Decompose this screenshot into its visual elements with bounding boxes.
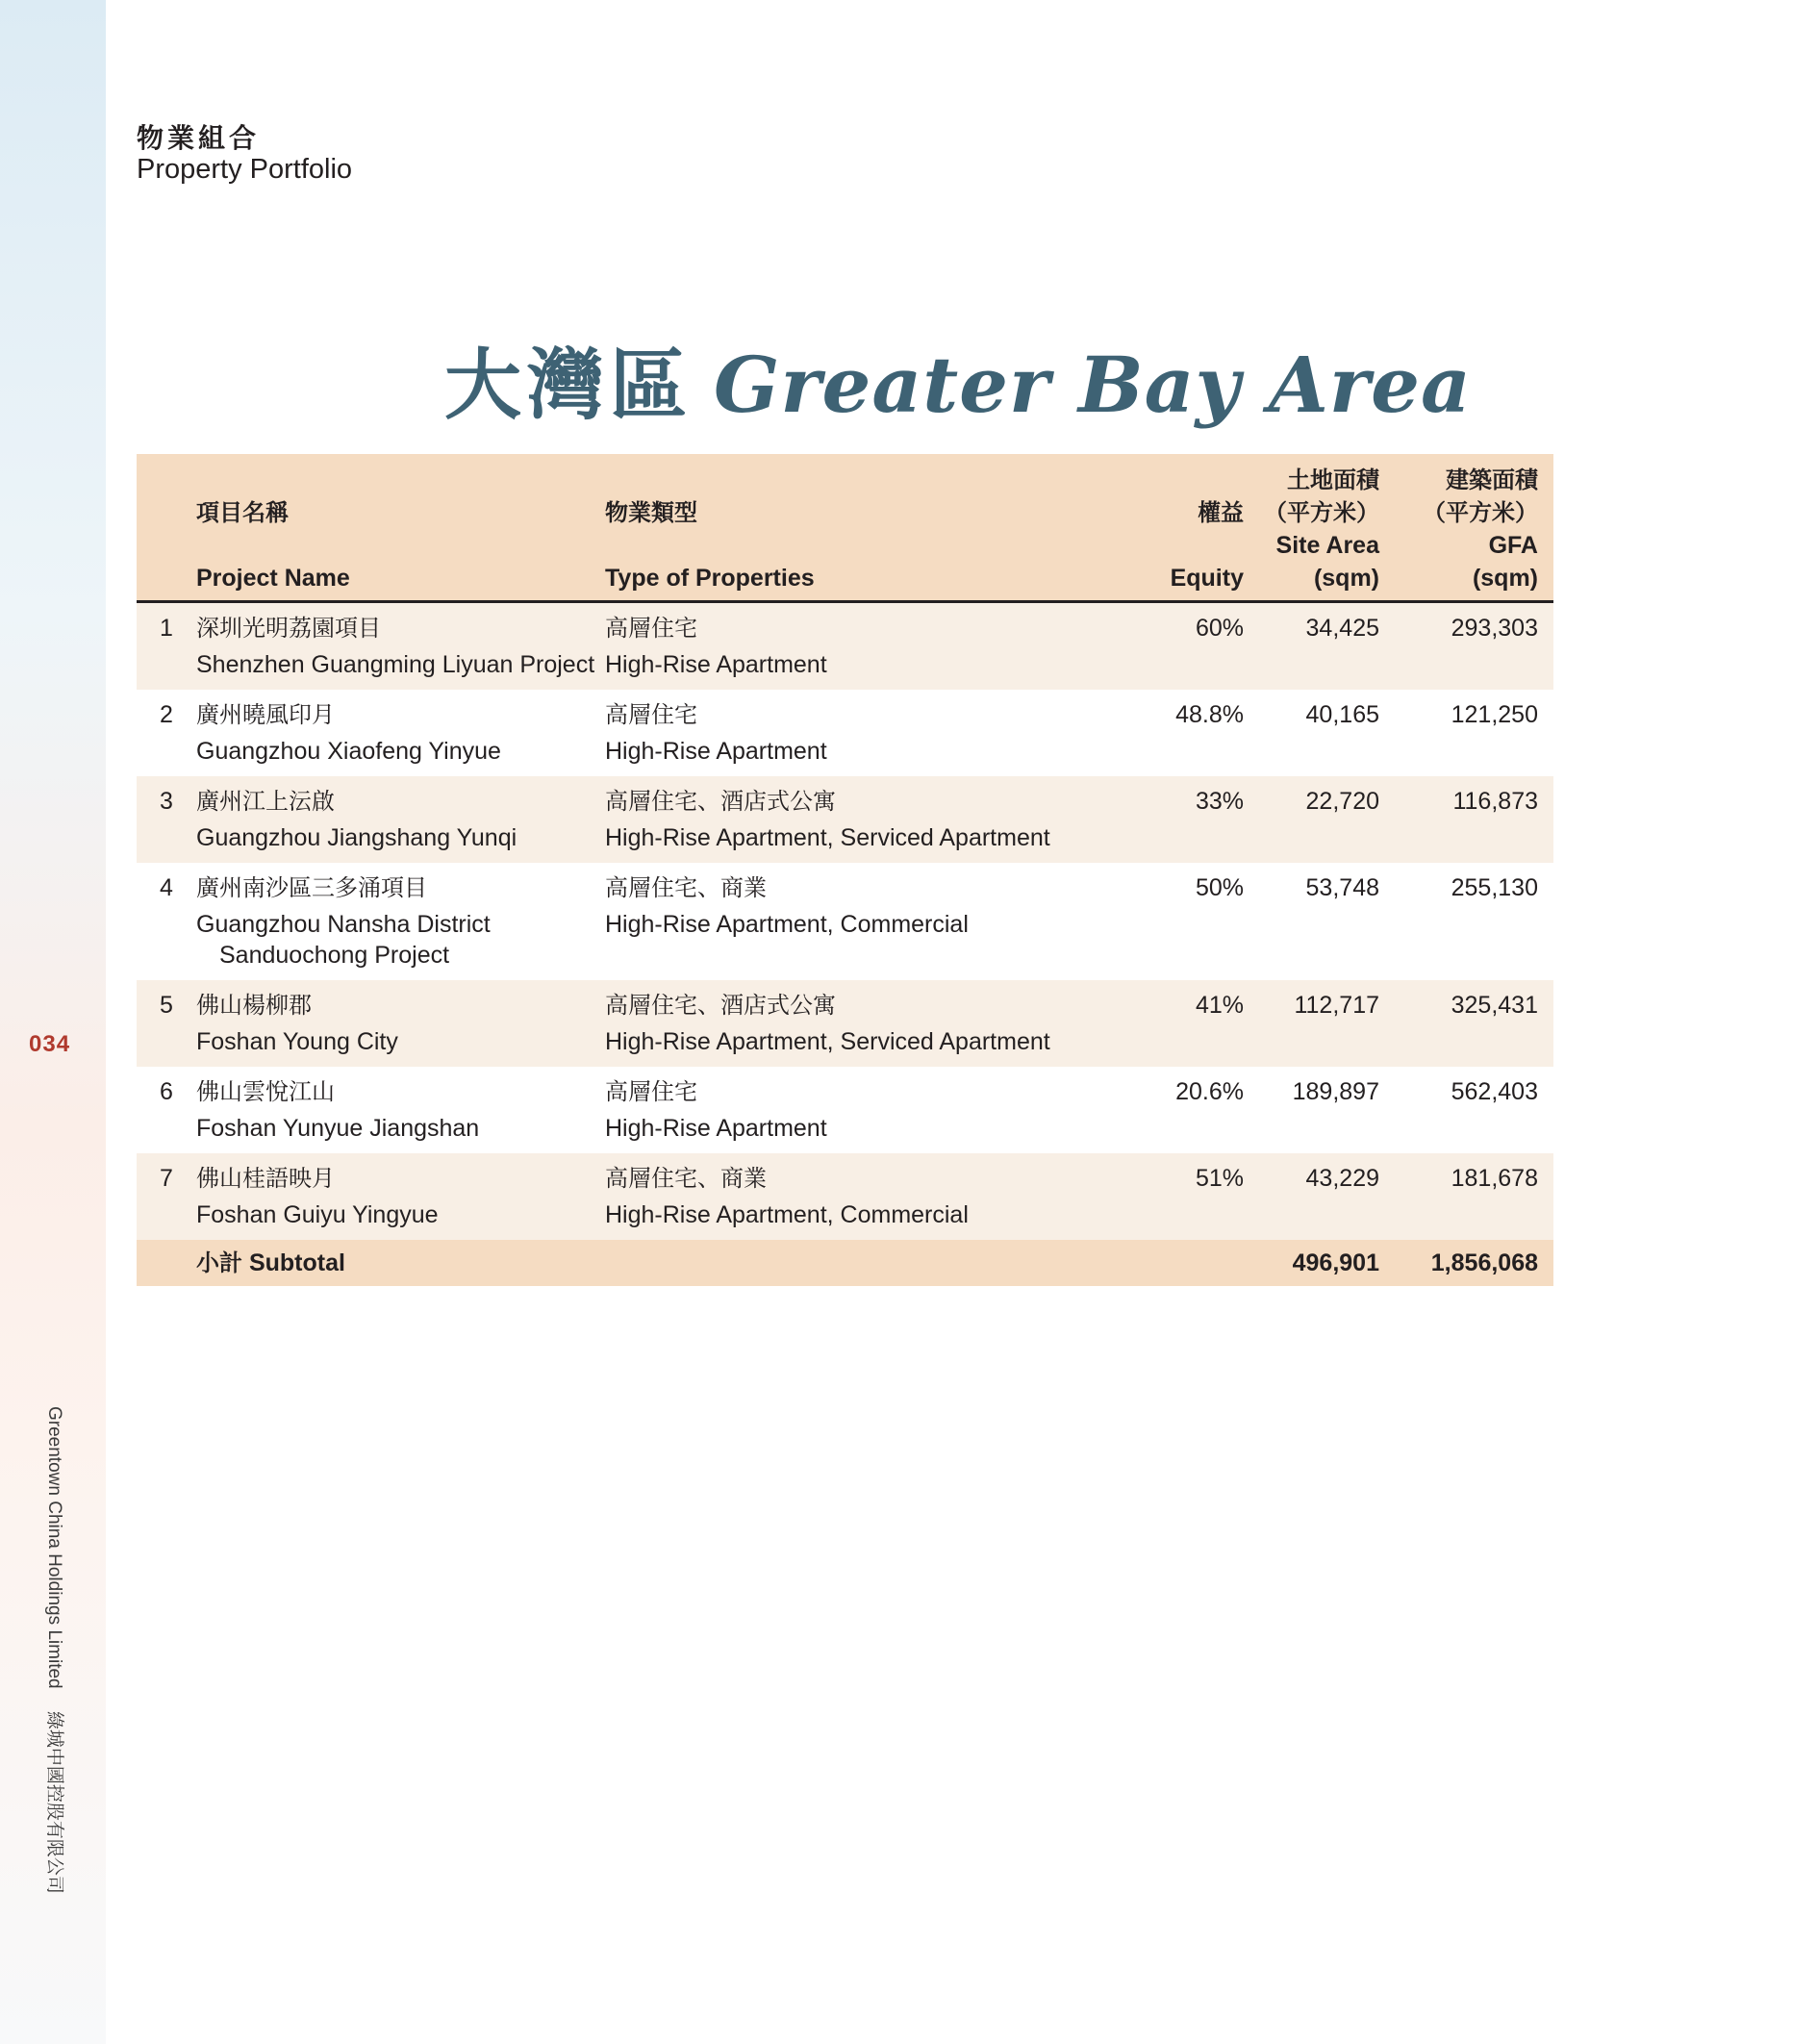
subtotal-row: [137, 1240, 1553, 1286]
type-zh: 高層住宅、商業: [605, 874, 767, 901]
gfa: 181,678: [1451, 1165, 1538, 1192]
site-area: 112,717: [1294, 992, 1379, 1019]
table-row-en: [137, 817, 1553, 863]
table-row: [137, 1153, 1553, 1194]
table-row: [137, 602, 1553, 644]
type-zh: 高層住宅: [605, 701, 697, 728]
equity: 50%: [1195, 874, 1244, 901]
row-number: 7: [160, 1165, 173, 1192]
row-number: 3: [160, 788, 173, 815]
subtotal-gfa: 1,856,068: [1430, 1249, 1538, 1276]
section-title-en: Property Portfolio: [137, 154, 353, 185]
type-zh: 高層住宅、商業: [605, 1165, 767, 1192]
table-row-en: [137, 643, 1553, 690]
equity: 48.8%: [1175, 701, 1244, 728]
type-en: High-Rise Apartment, Serviced Apartment: [605, 1028, 1050, 1055]
site-area: 40,165: [1305, 701, 1379, 728]
table-row-en: [137, 1107, 1553, 1153]
project-name-en: Guangzhou Jiangshang Yunqi: [196, 824, 517, 851]
equity: 33%: [1195, 788, 1244, 815]
table-row-en: [137, 1021, 1553, 1067]
type-en: High-Rise Apartment: [605, 738, 827, 765]
equity: 41%: [1195, 992, 1244, 1019]
gfa: 325,431: [1451, 992, 1538, 1019]
site-area: 43,229: [1305, 1165, 1379, 1192]
row-number: 4: [160, 874, 173, 901]
header-gfa: 建築面積 （平方米） GFA (sqm): [1395, 454, 1553, 602]
row-number: 2: [160, 701, 173, 728]
project-name-zh: 廣州曉風印月: [196, 701, 335, 728]
company-name-en: Greentown China Holdings Limited: [44, 1406, 64, 1689]
site-area: 53,748: [1305, 874, 1379, 901]
table-row-en: [137, 730, 1553, 776]
equity: 60%: [1195, 615, 1244, 642]
table-row: [137, 690, 1553, 730]
page-number: 034: [29, 1031, 71, 1057]
type-en: High-Rise Apartment, Commercial: [605, 911, 969, 938]
header-type: 物業類型 Type of Properties: [605, 454, 1076, 602]
header-site-area: 土地面積 （平方米） Site Area (sqm): [1259, 454, 1395, 602]
section-title-zh: 物業組合: [137, 122, 261, 154]
portfolio-table: [137, 454, 1553, 1286]
project-name-zh: 佛山雲悅江山: [196, 1078, 335, 1105]
project-name-en: Guangzhou Nansha District Sanduochong Project: [196, 911, 491, 969]
type-zh: 高層住宅、酒店式公寓: [605, 992, 836, 1019]
header-no: [137, 454, 196, 602]
gfa: 255,130: [1451, 874, 1538, 901]
company-name-zh: 綠城中國控股有限公司: [44, 1710, 65, 1894]
equity: 51%: [1195, 1165, 1244, 1192]
row-number: 1: [160, 615, 173, 642]
project-name-en: Foshan Guiyu Yingyue: [196, 1201, 439, 1228]
type-en: High-Rise Apartment, Serviced Apartment: [605, 824, 1050, 851]
subtotal-label: 小計 Subtotal: [196, 1249, 345, 1276]
equity: 20.6%: [1175, 1078, 1244, 1105]
table-row: [137, 776, 1553, 817]
site-area: 189,897: [1292, 1078, 1379, 1105]
region-title: [444, 323, 1472, 434]
table-row: [137, 980, 1553, 1021]
site-area: 22,720: [1305, 788, 1379, 815]
type-zh: 高層住宅: [605, 615, 697, 642]
table-row-en: [137, 903, 1553, 980]
project-name-zh: 佛山桂語映月: [196, 1165, 335, 1192]
project-name-en: Foshan Yunyue Jiangshan: [196, 1115, 480, 1142]
region-title-zh: 大灣區: [444, 340, 693, 430]
header-project-name: 項目名稱 Project Name: [196, 454, 605, 602]
type-zh: 高層住宅、酒店式公寓: [605, 788, 836, 815]
project-name-en: Guangzhou Xiaofeng Yinyue: [196, 738, 501, 765]
row-number: 5: [160, 992, 173, 1019]
gfa: 562,403: [1451, 1078, 1538, 1105]
project-name-zh: 廣州江上沄啟: [196, 788, 335, 815]
gfa: 293,303: [1451, 615, 1538, 642]
subtotal-site-area: 496,901: [1292, 1249, 1379, 1276]
project-name-en: Shenzhen Guangming Liyuan Project: [196, 651, 595, 678]
project-name-zh: 佛山楊柳郡: [196, 992, 312, 1019]
project-name-zh: 深圳光明荔園項目: [196, 615, 381, 642]
gfa: 121,250: [1451, 701, 1538, 728]
type-zh: 高層住宅: [605, 1078, 697, 1105]
project-name-en: Foshan Young City: [196, 1028, 398, 1055]
table-row: [137, 1067, 1553, 1107]
company-name-vertical: [43, 1406, 69, 1894]
type-en: High-Rise Apartment, Commercial: [605, 1201, 969, 1228]
gfa: 116,873: [1452, 788, 1538, 815]
project-name-zh: 廣州南沙區三多涌項目: [196, 874, 427, 901]
header-equity: 權益 Equity: [1076, 454, 1259, 602]
type-en: High-Rise Apartment: [605, 1115, 827, 1142]
type-en: High-Rise Apartment: [605, 651, 827, 678]
site-area: 34,425: [1305, 615, 1379, 642]
row-number: 6: [160, 1078, 173, 1105]
table-header-row: [137, 454, 1553, 602]
region-title-en: Greater Bay Area: [714, 340, 1472, 430]
table-row: [137, 863, 1553, 903]
table-row-en: [137, 1194, 1553, 1240]
